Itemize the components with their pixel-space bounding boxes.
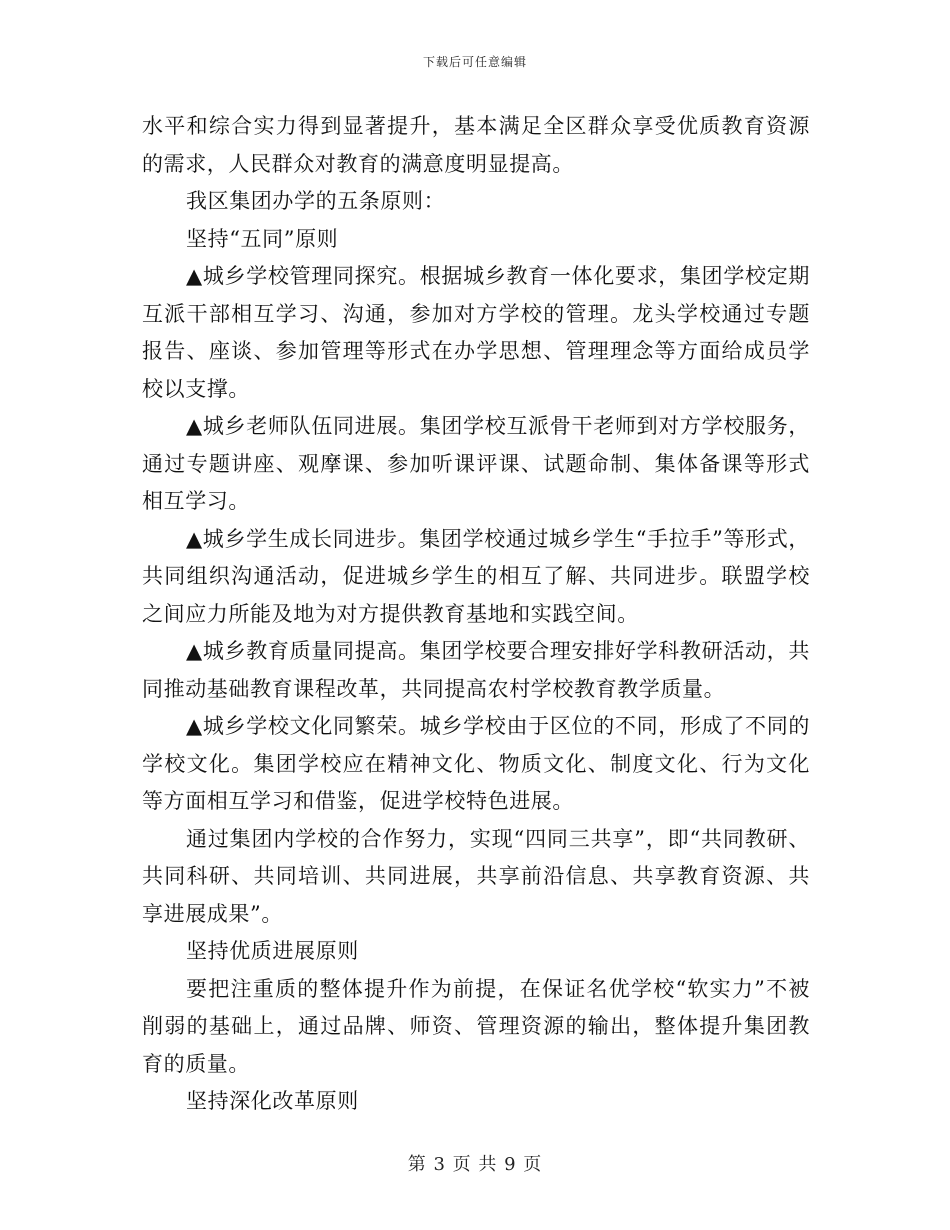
page-number: 第 3 页 共 9 页	[407, 1154, 543, 1175]
section-heading: 坚持深化改革原则	[186, 1089, 359, 1113]
paragraph: 通过集团内学校的合作努力，实现“四同三共享”，即“共同教研、共同科研、共同培训、共同进展，共享前沿信息、共享教育资源、共享进展成果”。	[142, 826, 810, 926]
paragraph: ▲城乡学生成长同进步。集团学校通过城乡学生“手拉手”等形式，共同组织沟通活动，促进城乡学生的相互了解、共同进步。联盟学校之间应力所能及地为对方提供教育基地和实践空间。	[142, 526, 810, 626]
page-header-note: 下载后可任意编辑	[422, 55, 527, 69]
section-heading: 坚持“五同”原则	[186, 226, 339, 251]
section-heading: 坚持优质进展原则	[186, 939, 359, 963]
paragraph: ▲城乡老师队伍同进展。集团学校互派骨干老师到对方学校服务，通过专题讲座、观摩课、参加听课评课、试题命制、集体备课等形式相互学习。	[142, 414, 810, 513]
paragraph: 我区集团办学的五条原则：	[186, 189, 446, 213]
paragraph: ▲城乡学校文化同繁荣。城乡学校由于区位的不同，形成了不同的学校文化。集团学校应在精神文化、物质文化、制度文化、行为文化等方面相互学习和借鉴，促进学校特色进展。	[142, 714, 810, 813]
paragraph: 水平和综合实力得到显著提升，基本满足全区群众享受优质教育资源的需求，人民群众对教育的满意度明显提高。	[142, 114, 810, 176]
paragraph: 要把注重质的整体提升作为前提，在保证名优学校“软实力”不被削弱的基础上，通过品牌、师资、管理资源的输出，整体提升集团教育的质量。	[142, 976, 810, 1076]
paragraph: ▲城乡学校管理同探究。根据城乡教育一体化要求，集团学校定期互派干部相互学习、沟通，参加对方学校的管理。龙头学校通过专题报告、座谈、参加管理等形式在办学思想、管理理念等方面给成员学校以支撑。	[142, 264, 810, 401]
document-body	[142, 108, 810, 1121]
paragraph: ▲城乡教育质量同提高。集团学校要合理安排好学科教研活动，共同推动基础教育课程改革，共同提高农村学校教育教学质量。	[142, 639, 810, 701]
